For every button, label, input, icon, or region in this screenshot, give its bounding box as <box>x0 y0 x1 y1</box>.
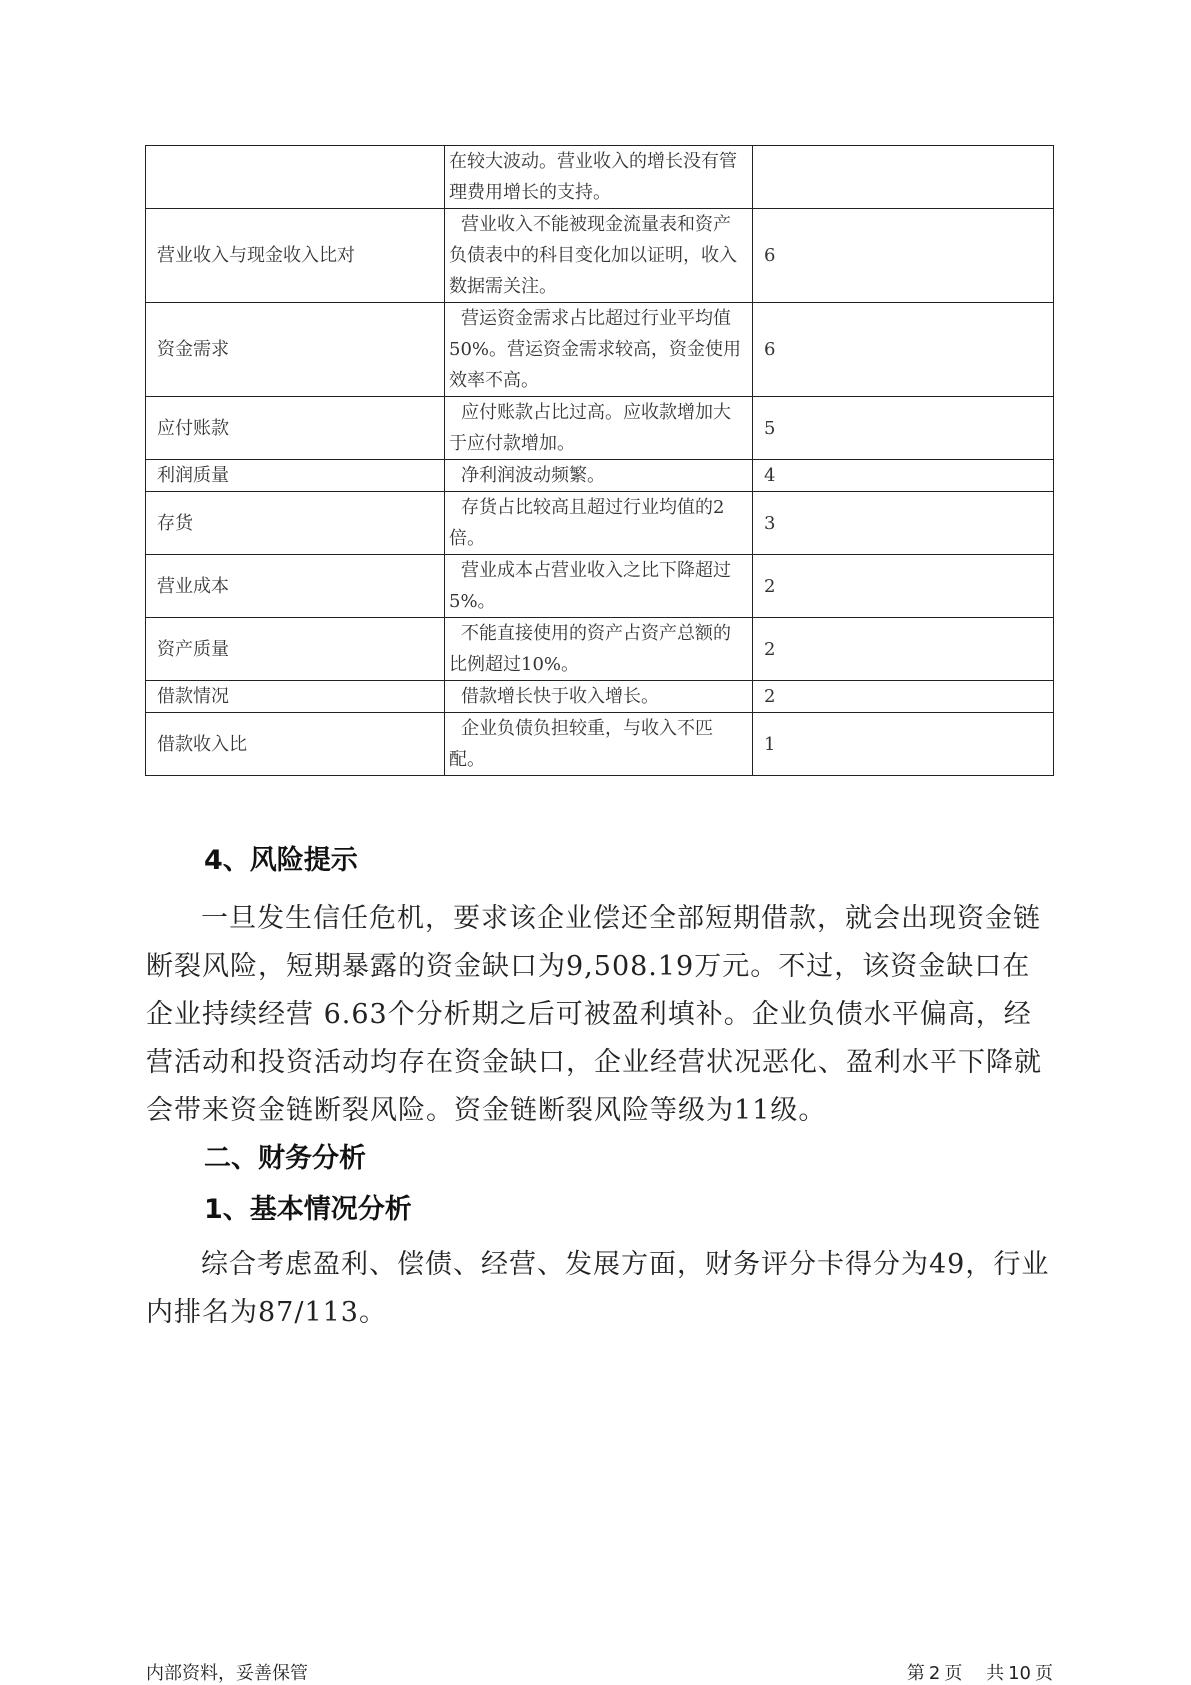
description-cell: 营业成本占营业收入之比下降超过5%。 <box>449 560 731 612</box>
score-cell <box>753 146 1054 209</box>
score-cell: 2 <box>753 555 1054 618</box>
table-row <box>146 146 1054 209</box>
table-row <box>146 303 1054 397</box>
description-cell: 营运资金需求占比超过行业平均值50%。营运资金需求较高，资金使用效率不高。 <box>449 308 742 391</box>
footer-confidential-note: 内部资料，妥善保管 <box>146 1663 308 1684</box>
item-cell: 营业收入与现金收入比对 <box>146 209 445 303</box>
score-cell: 3 <box>753 492 1054 555</box>
item-cell <box>146 146 445 209</box>
risk-items-table <box>145 145 1054 776</box>
basic-analysis-heading: 1、基本情况分析 <box>204 1194 412 1225</box>
item-cell: 借款情况 <box>146 681 445 713</box>
page-indicator <box>903 1659 1053 1685</box>
item-cell: 借款收入比 <box>146 713 445 776</box>
item-cell: 存货 <box>146 492 445 555</box>
total-unit: 页 <box>1035 1663 1053 1684</box>
table-row <box>146 713 1054 776</box>
description-cell: 应付账款占比过高。应收款增加大于应付款增加。 <box>449 402 731 454</box>
description-cell: 净利润波动频繁。 <box>461 465 605 486</box>
page-number: 2 <box>928 1663 941 1684</box>
table-row <box>146 555 1054 618</box>
score-cell: 5 <box>753 397 1054 460</box>
description-cell: 营业收入不能被现金流量表和资产负债表中的科目变化加以证明，收入数据需关注。 <box>449 214 737 297</box>
description-cell: 不能直接使用的资产占资产总额的比例超过10%。 <box>449 623 731 675</box>
description-cell: 存货占比较高且超过行业均值的2倍。 <box>449 497 725 549</box>
item-cell: 利润质量 <box>146 460 445 492</box>
risk-warning-heading: 4、风险提示 <box>204 845 358 876</box>
financial-analysis-heading: 二、财务分析 <box>204 1143 366 1174</box>
description-cell: 企业负债负担较重，与收入不匹配。 <box>449 718 713 770</box>
score-cell: 1 <box>753 713 1054 776</box>
risk-warning-paragraph: 一旦发生信任危机，要求该企业偿还全部短期借款，就会出现资金链断裂风险，短期暴露的资金缺口为9,508.19万元。不过，该资金缺口在企业持续经营 6.63个分析期之后可被盈利填补。企业负债水平偏高，经营活动和投资活动均存在资金缺口，企业经营状况恶化、盈利水平下降就会带来资金链断裂风险。资金链断裂风险等级为11级。 <box>146 903 1042 1126</box>
table-row <box>146 681 1054 713</box>
score-cell: 6 <box>753 303 1054 397</box>
item-cell: 营业成本 <box>146 555 445 618</box>
score-cell: 4 <box>753 460 1054 492</box>
description-cell: 在较大波动。营业收入的增长没有管理费用增长的支持。 <box>445 146 753 209</box>
score-cell: 2 <box>753 618 1054 681</box>
description-cell: 借款增长快于收入增长。 <box>461 686 659 707</box>
score-cell: 2 <box>753 681 1054 713</box>
item-cell: 应付账款 <box>146 397 445 460</box>
item-cell: 资金需求 <box>146 303 445 397</box>
basic-analysis-paragraph: 综合考虑盈利、偿债、经营、发展方面，财务评分卡得分为49，行业内排名为87/113。 <box>146 1249 1050 1328</box>
table-row <box>146 618 1054 681</box>
item-cell: 资产质量 <box>146 618 445 681</box>
score-cell: 6 <box>753 209 1054 303</box>
total-pages: 10 <box>1008 1663 1031 1684</box>
total-prefix: 共 <box>986 1663 1005 1684</box>
table-row <box>146 209 1054 303</box>
page-unit: 页 <box>944 1663 963 1684</box>
table-row <box>146 492 1054 555</box>
table-row <box>146 460 1054 492</box>
table-row <box>146 397 1054 460</box>
page-prefix: 第 <box>906 1663 925 1684</box>
